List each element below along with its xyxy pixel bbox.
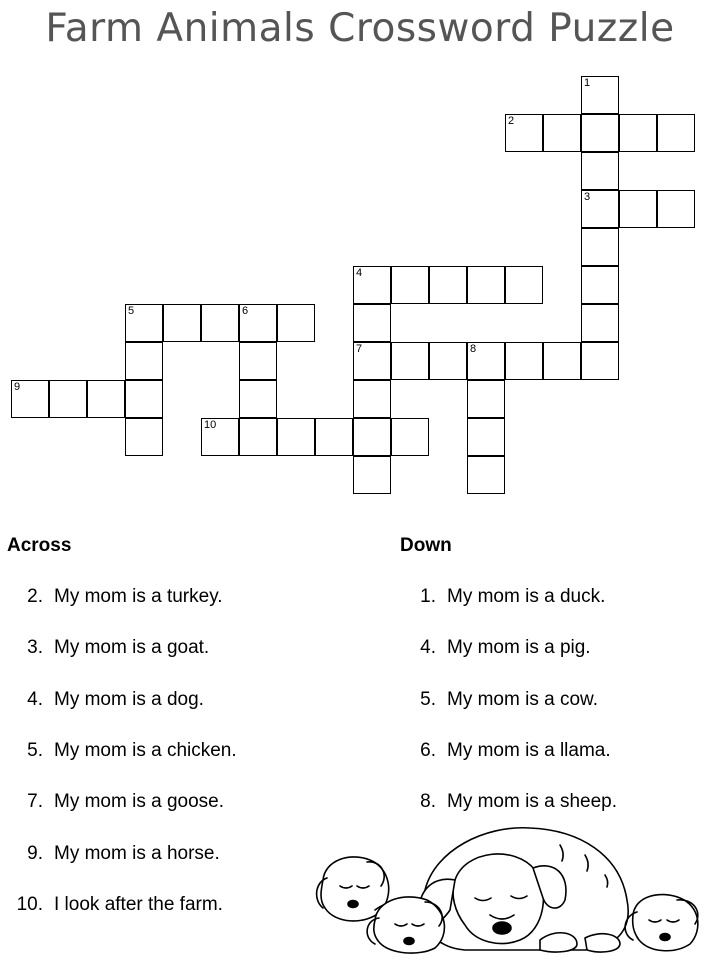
grid-cell[interactable]	[429, 266, 467, 304]
cell-number: 3	[584, 191, 591, 203]
grid-cell[interactable]	[353, 380, 391, 418]
clue-text: My mom is a cow.	[447, 688, 598, 710]
grid-cell[interactable]	[467, 456, 505, 494]
clue-text: My mom is a horse.	[54, 842, 220, 864]
sleeping-dogs-illustration	[315, 820, 715, 955]
grid-cell[interactable]	[391, 418, 429, 456]
clue-text: My mom is a duck.	[447, 586, 606, 607]
clue-text: My mom is a goat.	[54, 637, 210, 659]
clue-number: 7.	[27, 791, 43, 813]
down-clue	[406, 790, 617, 814]
down-clue	[406, 688, 598, 712]
grid-cell[interactable]	[353, 456, 391, 494]
grid-cell[interactable]	[391, 266, 429, 304]
grid-cell[interactable]	[581, 266, 619, 304]
down-clue	[406, 585, 605, 609]
clue-text: I look after the farm.	[54, 893, 223, 915]
grid-cell[interactable]	[353, 304, 391, 342]
grid-cell[interactable]	[581, 190, 619, 228]
clue-number: 6.	[420, 739, 436, 761]
grid-cell[interactable]	[125, 342, 163, 380]
grid-cell[interactable]	[619, 114, 657, 152]
grid-cell[interactable]	[619, 190, 657, 228]
clue-number: 5.	[27, 739, 43, 761]
clue-number: 10.	[16, 893, 43, 915]
grid-cell[interactable]	[315, 418, 353, 456]
grid-cell[interactable]	[163, 304, 201, 342]
across-clue	[13, 739, 237, 763]
grid-cell[interactable]	[239, 380, 277, 418]
clue-text: My mom is a pig.	[447, 637, 591, 659]
clue-number: 4.	[420, 637, 436, 659]
clue-text: My mom is a dog.	[54, 688, 204, 710]
clue-text: My mom is a chicken.	[54, 739, 237, 761]
grid-cell[interactable]	[657, 114, 695, 152]
grid-cell[interactable]	[467, 266, 505, 304]
down-clue	[406, 739, 611, 763]
grid-cell[interactable]	[581, 228, 619, 266]
grid-cell[interactable]	[277, 304, 315, 342]
grid-cell[interactable]	[467, 342, 505, 380]
grid-cell[interactable]	[467, 418, 505, 456]
grid-cell[interactable]	[239, 342, 277, 380]
across-clue	[13, 842, 220, 866]
grid-cell[interactable]	[505, 266, 543, 304]
clue-text: My mom is a turkey.	[54, 586, 223, 607]
grid-cell[interactable]	[87, 380, 125, 418]
grid-cell[interactable]	[467, 380, 505, 418]
clue-text: My mom is a llama.	[447, 739, 611, 761]
grid-cell[interactable]	[11, 380, 49, 418]
grid-cell[interactable]	[125, 304, 163, 342]
grid-cell[interactable]	[429, 342, 467, 380]
puzzle-title: Farm Animals Crossword Puzzle	[45, 6, 675, 51]
across-clue	[13, 585, 223, 609]
grid-cell[interactable]	[277, 418, 315, 456]
cell-number: 2	[508, 115, 515, 127]
cell-number: 6	[242, 305, 249, 317]
grid-cell[interactable]	[49, 380, 87, 418]
across-clue	[13, 790, 224, 814]
grid-cell[interactable]	[353, 266, 391, 304]
cell-number: 9	[14, 381, 21, 393]
grid-cell[interactable]	[239, 304, 277, 342]
cell-number: 8	[470, 343, 477, 355]
across-clue	[13, 688, 204, 712]
clue-number: 2.	[27, 586, 43, 607]
grid-cell[interactable]	[581, 152, 619, 190]
cell-number: 10	[204, 419, 217, 431]
clue-number: 8.	[420, 791, 436, 813]
across-clue	[13, 893, 223, 917]
grid-cell[interactable]	[505, 342, 543, 380]
clue-text: My mom is a sheep.	[447, 791, 617, 813]
down-clue	[406, 636, 591, 660]
grid-cell[interactable]	[239, 418, 277, 456]
clue-number: 9.	[27, 842, 43, 864]
grid-cell[interactable]	[201, 418, 239, 456]
clue-number: 3.	[27, 637, 43, 659]
cell-number: 1	[584, 77, 591, 89]
grid-cell[interactable]	[391, 342, 429, 380]
grid-cell[interactable]	[353, 418, 391, 456]
across-heading: Across	[7, 535, 72, 556]
grid-cell[interactable]	[201, 304, 239, 342]
clue-number: 4.	[27, 688, 43, 710]
down-heading: Down	[400, 535, 452, 556]
grid-cell[interactable]	[543, 114, 581, 152]
clue-number: 1.	[420, 586, 436, 607]
grid-cell[interactable]	[505, 114, 543, 152]
cell-number: 4	[356, 267, 363, 279]
grid-cell[interactable]	[125, 380, 163, 418]
grid-cell[interactable]	[353, 342, 391, 380]
cell-number: 7	[356, 343, 363, 355]
grid-cell[interactable]	[125, 418, 163, 456]
grid-cell[interactable]	[543, 342, 581, 380]
grid-cell[interactable]	[581, 342, 619, 380]
clue-text: My mom is a goose.	[54, 791, 224, 813]
grid-cell[interactable]	[657, 190, 695, 228]
clue-number: 5.	[420, 688, 436, 710]
across-clue	[13, 636, 209, 660]
grid-cell[interactable]	[581, 114, 619, 152]
cell-number: 5	[128, 305, 135, 317]
grid-cell[interactable]	[581, 304, 619, 342]
grid-cell[interactable]	[581, 76, 619, 114]
